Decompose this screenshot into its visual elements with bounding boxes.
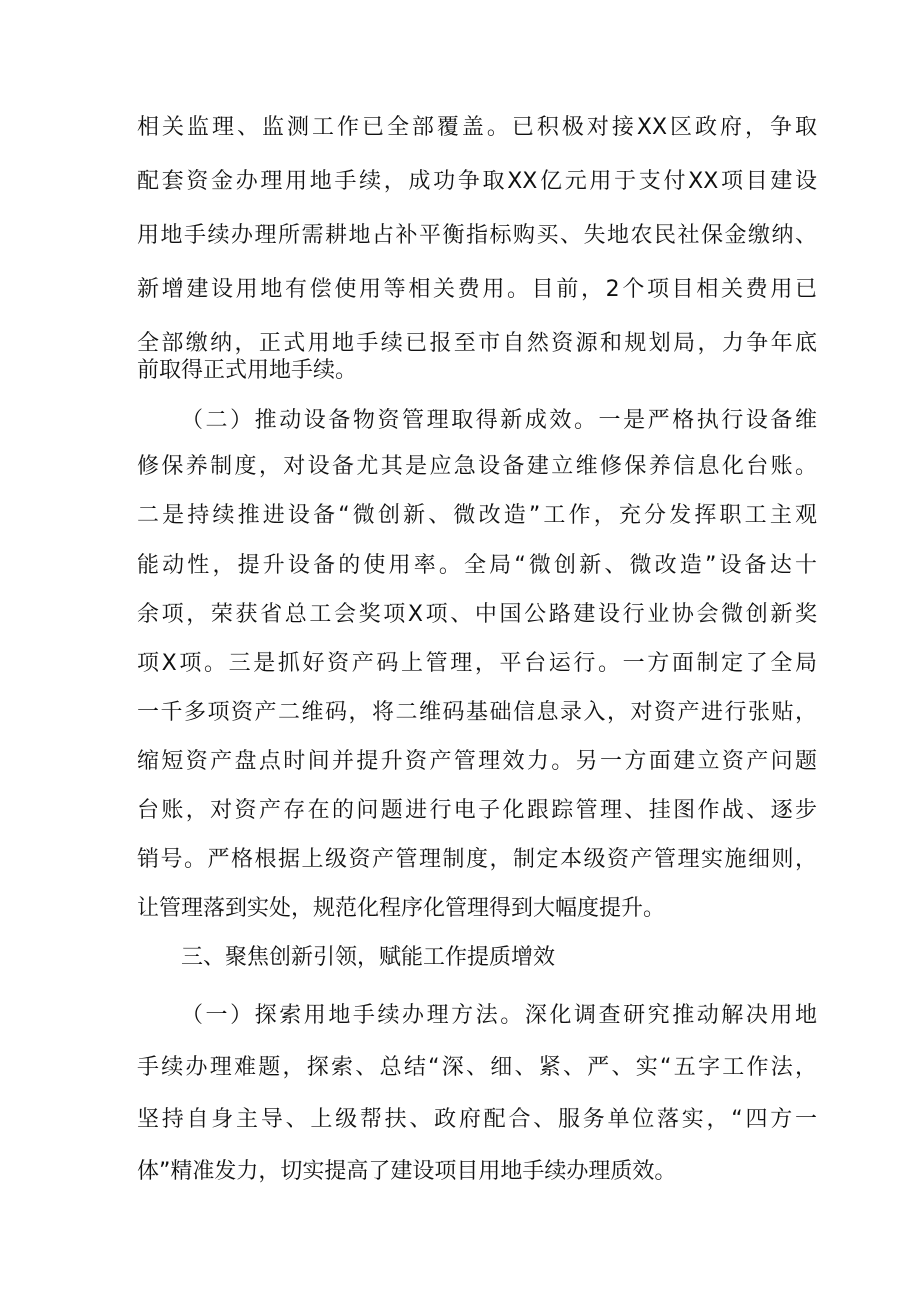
paragraph-line: 能动性，提升设备的使用率。全局“微创新、微改造”设备达十 — [137, 553, 817, 578]
paragraph-line: 项X项。三是抓好资产码上管理，平台运行。一方面制定了全局 — [137, 651, 817, 676]
paragraph-line: 配套资金办理用地手续，成功争取XX亿元用于支付XX项目建设 — [137, 169, 817, 194]
paragraph-line: 修保养制度，对设备尤其是应急设备建立维修保养信息化台账。 — [137, 454, 817, 479]
paragraph-line: （一）探索用地手续办理方法。深化调查研究推动解决用地 — [181, 1003, 817, 1028]
paragraph-line: 体”精准发力，切实提高了建设项目用地手续办理质效。 — [137, 1159, 677, 1184]
paragraph-line: 余项，荣获省总工会奖项X项、中国公路建设行业协会微创新奖 — [137, 602, 817, 627]
paragraph-line: 销号。严格根据上级资产管理制度，制定本级资产管理实施细则， — [137, 847, 817, 872]
paragraph-line: 二是持续推进设备“微创新、微改造”工作，充分发挥职工主观 — [137, 503, 817, 528]
paragraph-line: 新增建设用地有偿使用等相关费用。目前，2个项目相关费用已 — [137, 277, 817, 302]
paragraph-line: 前取得正式用地手续。 — [137, 358, 358, 383]
paragraph-line: 让管理落到实处，规范化程序化管理得到大幅度提升。 — [137, 896, 666, 921]
paragraph-line: 一千多项资产二维码，将二维码基础信息录入，对资产进行张贴， — [137, 700, 817, 725]
paragraph-line: 相关监理、监测工作已全部覆盖。已积极对接XX区政府，争取 — [137, 115, 817, 140]
paragraph-line: （二）推动设备物资管理取得新成效。一是严格执行设备维 — [181, 408, 817, 433]
section-heading: 三、聚焦创新引领，赋能工作提质增效 — [181, 945, 556, 970]
paragraph-line: 台账，对资产存在的问题进行电子化跟踪管理、挂图作战、逐步 — [137, 798, 817, 823]
paragraph-line: 手续办理难题，探索、总结“深、细、紧、严、实“五字工作法， — [137, 1055, 817, 1080]
paragraph-line: 缩短资产盘点时间并提升资产管理效力。另一方面建立资产问题 — [137, 749, 817, 774]
paragraph-line: 用地手续办理所需耕地占补平衡指标购买、失地农民社保金缴纳、 — [137, 223, 817, 248]
paragraph-line: 坚持自身主导、上级帮扶、政府配合、服务单位落实，“四方一 — [137, 1107, 817, 1132]
paragraph-line: 全部缴纳，正式用地手续已报至市自然资源和规划局，力争年底 — [137, 331, 817, 356]
